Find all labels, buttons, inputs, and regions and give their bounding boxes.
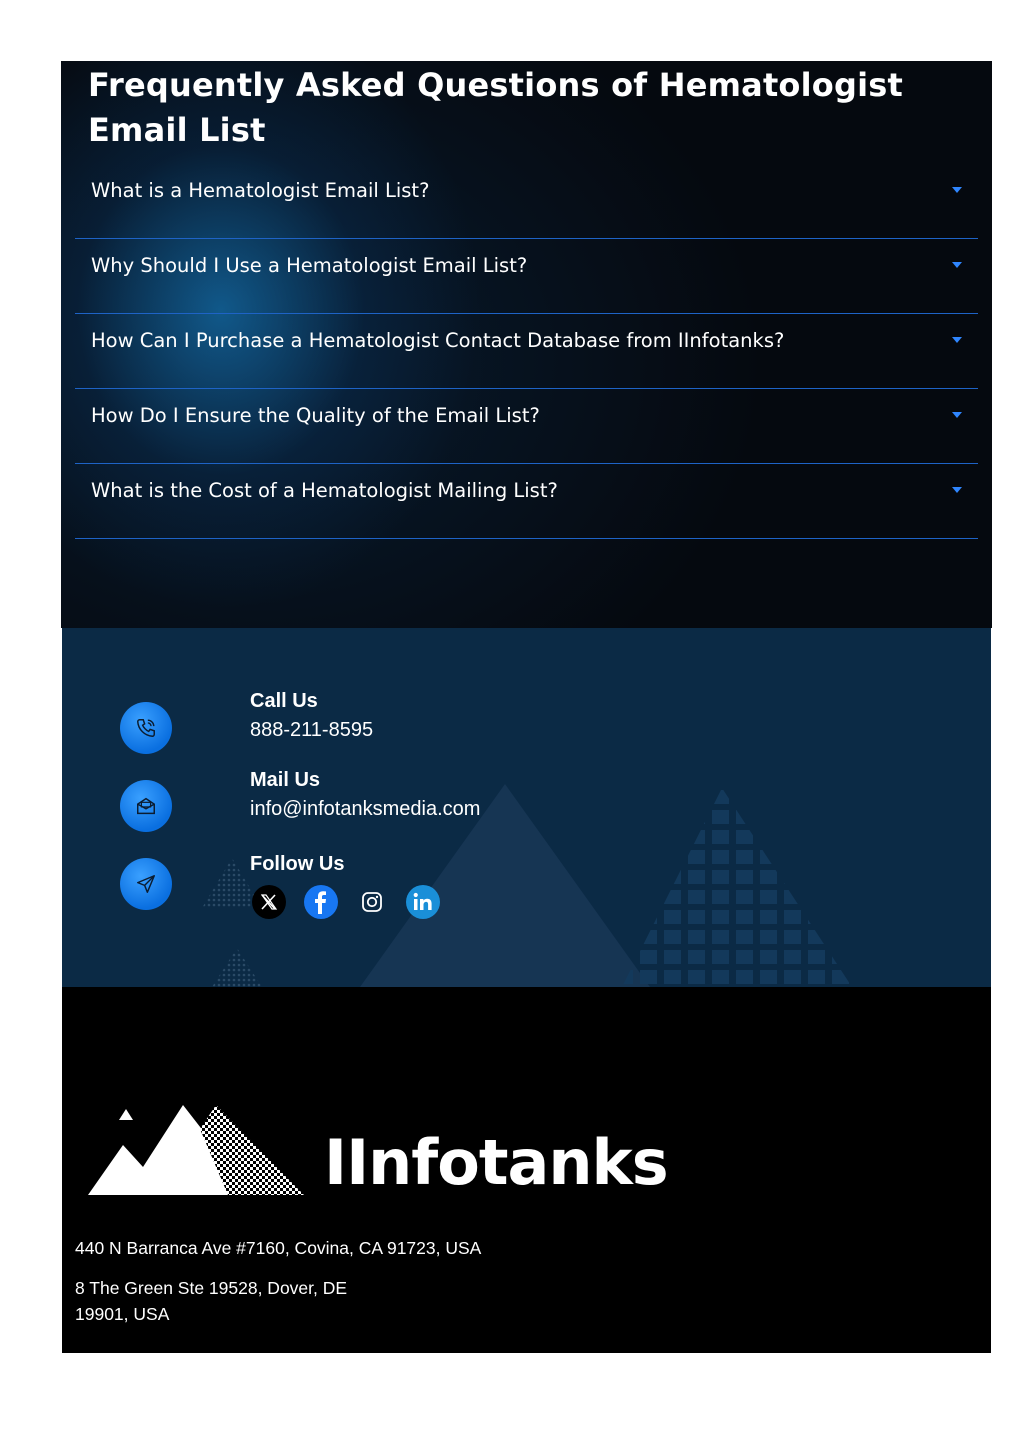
caret-down-icon	[952, 187, 962, 193]
footer	[62, 987, 991, 1353]
phone-icon	[120, 702, 172, 754]
address-covina: 440 N Barranca Ave #7160, Covina, CA 91723, USA	[75, 1238, 482, 1258]
contact-section	[62, 628, 991, 987]
follow-us-label: Follow Us	[250, 853, 345, 875]
infotanks-logo[interactable]	[88, 1101, 308, 1201]
phone-number-link[interactable]: 888-211-8595	[250, 719, 374, 741]
email-link[interactable]: info@infotanksmedia.com	[250, 798, 481, 820]
faq-item[interactable]	[75, 464, 978, 539]
caret-down-icon	[952, 262, 962, 268]
mountain-background-art	[62, 628, 991, 987]
faq-question: What is the Cost of a Hematologist Mailing List?	[91, 479, 558, 502]
faq-question: Why Should I Use a Hematologist Email List?	[91, 254, 528, 277]
envelope-open-icon	[120, 780, 172, 832]
faq-title: Frequently Asked Questions of Hematologist Email List	[88, 66, 903, 149]
faq-question: What is a Hematologist Email List?	[91, 179, 430, 202]
faq-item[interactable]	[75, 314, 978, 389]
linkedin-icon[interactable]	[406, 885, 440, 919]
faq-question: How Do I Ensure the Quality of the Email List?	[91, 404, 540, 427]
caret-down-icon	[952, 487, 962, 493]
caret-down-icon	[952, 337, 962, 343]
instagram-icon[interactable]	[355, 885, 389, 919]
address-dover: 8 The Green Ste 19528, Dover, DE 19901, USA	[75, 1278, 348, 1324]
x-twitter-icon[interactable]	[252, 885, 286, 919]
brand-name: IInfotanks	[324, 1126, 668, 1199]
faq-question: How Can I Purchase a Hematologist Contact Database from IInfotanks?	[91, 329, 785, 352]
paper-plane-icon	[120, 858, 172, 910]
mail-us-label: Mail Us	[250, 769, 321, 791]
caret-down-icon	[952, 412, 962, 418]
call-us-label: Call Us	[250, 690, 318, 712]
faq-section	[61, 61, 992, 628]
faq-item[interactable]	[75, 239, 978, 314]
faq-item[interactable]	[75, 389, 978, 464]
facebook-icon[interactable]	[304, 885, 338, 919]
faq-item[interactable]	[75, 164, 978, 239]
